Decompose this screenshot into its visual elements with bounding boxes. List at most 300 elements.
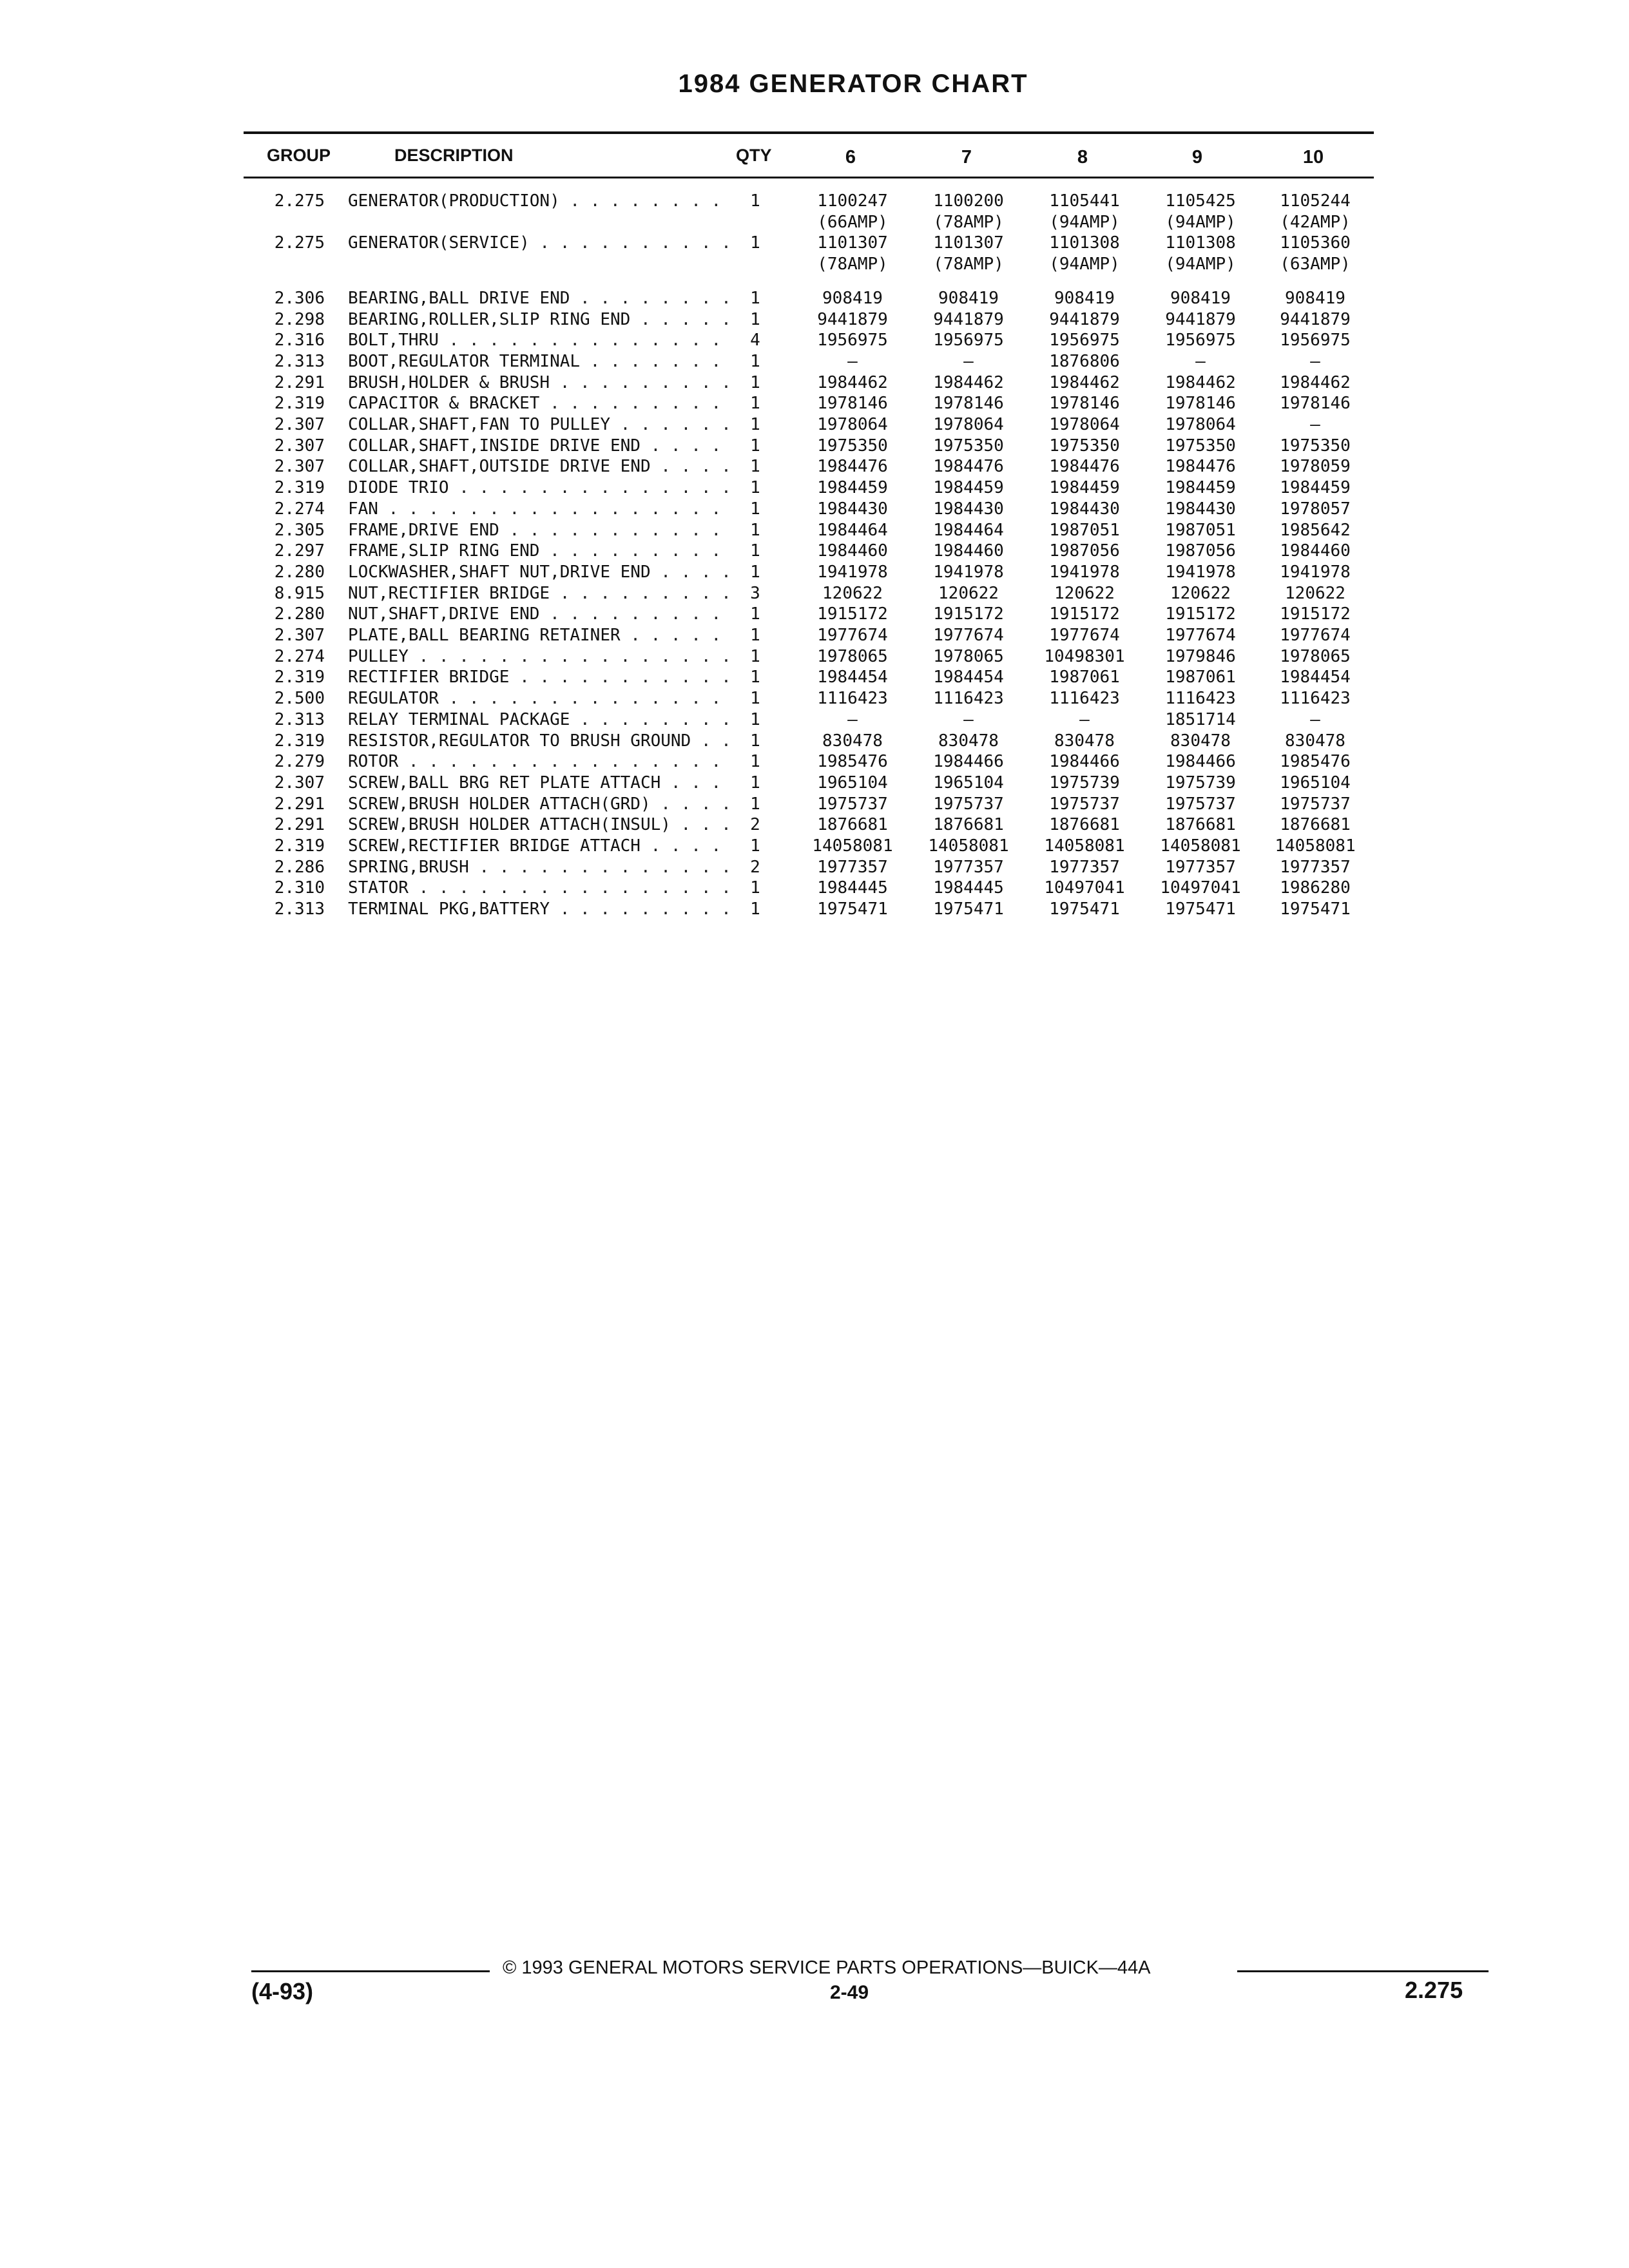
row-description-text: FRAME,DRIVE END [348, 520, 499, 540]
part-number-col-7: 1984466 [933, 752, 1004, 772]
row-group: 2.298 [274, 309, 325, 329]
row-group: 2.316 [274, 331, 325, 351]
row-description [348, 625, 735, 646]
dot-leader: . . . . . . . . . [539, 604, 722, 624]
table-row [0, 731, 1629, 752]
part-number-col-6: 1978064 [817, 415, 888, 434]
table-row [0, 372, 1629, 394]
row-description [348, 414, 735, 436]
part-number-col-10: 1978146 [1280, 394, 1351, 414]
part-number-col-10: 1977674 [1280, 626, 1351, 645]
part-number-col-7: 1956975 [933, 331, 1004, 351]
row-description-text: FRAME,SLIP RING END [348, 541, 540, 561]
part-number-col-10: 1975737 [1280, 794, 1351, 814]
row-description-text: SCREW,BRUSH HOLDER ATTACH(GRD) [348, 794, 651, 814]
part-number-col-8: 1984476 [1049, 457, 1120, 477]
table-row [0, 393, 1629, 414]
part-number-col-7: 1978064 [933, 415, 1004, 434]
table-row [0, 414, 1629, 436]
part-number-col-8: 14058081 [1044, 836, 1125, 856]
part-number-col-9: 1984430 [1165, 499, 1236, 519]
row-group: 2.280 [274, 562, 325, 582]
part-number-col-6: 1984462 [817, 372, 888, 392]
row-qty: 1 [750, 415, 760, 434]
table-row [0, 625, 1629, 646]
part-number-col-7: 1975471 [933, 899, 1004, 919]
part-number-col-10: 1984462 [1280, 372, 1351, 392]
dot-leader: . . . . [640, 436, 722, 456]
part-number-col-10: — [1310, 415, 1320, 434]
row-group: 2.291 [274, 794, 325, 814]
part-number-col-10: 1105360 [1280, 233, 1351, 253]
part-number-col-10: 1984460 [1280, 541, 1351, 561]
part-number-col-9: 1987061 [1165, 668, 1236, 687]
part-number-col-7: 1977357 [933, 857, 1004, 877]
row-description-text: REGULATOR [348, 689, 439, 709]
row-description-text: SCREW,BRUSH HOLDER ATTACH(INSUL) [348, 815, 671, 835]
dot-leader: . . . . . . . . . [539, 541, 722, 561]
part-number-col-9: 1984466 [1165, 752, 1236, 772]
table-row [0, 499, 1629, 520]
row-description-text: BEARING,BALL DRIVE END [348, 288, 570, 308]
part-number-col-8: 1915172 [1049, 604, 1120, 624]
header-col-10: 10 [1302, 147, 1324, 168]
footer-section-number: 2.275 [1405, 1977, 1463, 2003]
header-col-6: 6 [845, 147, 856, 168]
row-description-text: BOOT,REGULATOR TERMINAL [348, 351, 581, 371]
dot-leader: . . . . [650, 562, 731, 582]
part-number-col-7: 1975737 [933, 794, 1004, 814]
part-number-col-9: 1116423 [1165, 689, 1236, 709]
part-number-col-7: — [963, 351, 974, 371]
part-number-col-8: 1978146 [1049, 394, 1120, 414]
part-number-col-6: 9441879 [817, 309, 888, 329]
part-number-col-6: — [847, 709, 858, 729]
row-qty: 4 [750, 331, 760, 351]
row-group: 2.313 [274, 899, 325, 919]
part-number-col-10: 1985476 [1280, 752, 1351, 772]
row-description-text: ROTOR [348, 752, 399, 772]
part-number-col-7: 1977674 [933, 626, 1004, 645]
row-qty: 1 [750, 709, 760, 729]
row-qty: 1 [750, 626, 760, 645]
table-row [0, 814, 1629, 836]
row-group: 8.915 [274, 583, 325, 603]
dot-leader: . . . . [640, 836, 722, 856]
table-row [0, 520, 1629, 541]
dot-leader: . . . . . . . . . . . . . . [438, 689, 722, 709]
row-group: 2.274 [274, 499, 325, 519]
dot-leader: . . . . . . . . . [550, 583, 731, 603]
part-number-col-10: 1116423 [1280, 689, 1351, 709]
table-row [0, 836, 1629, 857]
part-number-col-7: 1876681 [933, 815, 1004, 835]
part-number-col-8: 10497041 [1044, 878, 1125, 898]
row-description [348, 436, 735, 457]
row-description [348, 456, 735, 477]
part-number-col-8: — [1079, 709, 1090, 729]
row-qty: 1 [750, 899, 760, 919]
part-number-col-7: 9441879 [933, 309, 1004, 329]
part-number-col-6: 1965104 [817, 773, 888, 793]
row-description [348, 688, 735, 709]
part-number-col-7: 1984476 [933, 457, 1004, 477]
part-number-col-7: 1984464 [933, 520, 1004, 540]
dot-leader: . . . . . [630, 309, 731, 329]
part-number-col-8: 1105441 [1049, 191, 1120, 211]
row-qty: 1 [750, 394, 760, 414]
part-number-col-10: 1105244 [1280, 191, 1351, 211]
row-qty: 1 [750, 604, 760, 624]
row-description-text: LOCKWASHER,SHAFT NUT,DRIVE END [348, 562, 651, 582]
row-group: 2.307 [274, 626, 325, 645]
part-number-col-6: 1984454 [817, 668, 888, 687]
part-number-col-10: 1941978 [1280, 562, 1351, 582]
page-title: 1984 GENERATOR CHART [678, 70, 1028, 98]
row-description [348, 330, 735, 351]
part-number-col-9: 1915172 [1165, 604, 1236, 624]
part-number-col-7: 1975350 [933, 436, 1004, 456]
row-qty: 1 [750, 191, 760, 211]
part-number-col-6: 1978065 [817, 646, 888, 666]
row-qty: 1 [750, 668, 760, 687]
table-row [0, 351, 1629, 372]
table-row [0, 456, 1629, 477]
header-col-8: 8 [1077, 147, 1088, 168]
part-number-col-8: 1987056 [1049, 541, 1120, 561]
row-description-text: NUT,RECTIFIER BRIDGE [348, 583, 550, 603]
dot-leader: . . [691, 731, 731, 751]
row-description-text: GENERATOR(PRODUCTION) [348, 191, 560, 211]
table-row [0, 773, 1629, 794]
part-number-col-8: 1978064 [1049, 415, 1120, 434]
part-number-col-7: 1984459 [933, 478, 1004, 498]
row-description-text: NUT,SHAFT,DRIVE END [348, 604, 540, 624]
part-number-col-6: 120622 [822, 583, 883, 603]
part-number-col-10: — [1310, 351, 1320, 371]
row-qty: 1 [750, 233, 760, 253]
table-row [0, 436, 1629, 457]
row-description [348, 562, 735, 583]
row-description-text: BEARING,ROLLER,SLIP RING END [348, 309, 631, 329]
row-description [348, 583, 735, 604]
row-qty: 1 [750, 836, 760, 856]
part-number-col-7: 120622 [938, 583, 999, 603]
part-number-col-10: 908419 [1285, 288, 1345, 308]
part-number-col-6: 14058081 [812, 836, 893, 856]
table-row [0, 667, 1629, 688]
part-number-col-10: 1975471 [1280, 899, 1351, 919]
part-number-col-9: 908419 [1170, 288, 1231, 308]
header-col-9: 9 [1191, 147, 1203, 168]
dot-leader: . . . . . . . . . . . . . . . . [408, 646, 731, 666]
row-description [348, 393, 735, 414]
part-number-col-9: 1977674 [1165, 626, 1236, 645]
row-description-text: DIODE TRIO [348, 478, 449, 498]
row-description [348, 709, 735, 731]
part-number-col-8: 1977674 [1049, 626, 1120, 645]
part-number-col-8: 10498301 [1044, 646, 1125, 666]
dot-leader: . . . . . . . . . . . . . . [438, 331, 722, 351]
row-group: 2.307 [274, 415, 325, 434]
part-number-col-9: 10497041 [1160, 878, 1241, 898]
part-number-col-7: (78AMP) [933, 212, 1004, 232]
part-number-col-8: 1116423 [1049, 689, 1120, 709]
part-number-col-9: 9441879 [1165, 309, 1236, 329]
part-number-col-6: 1984464 [817, 520, 888, 540]
dot-leader: . . . . . . . . . . . [499, 520, 722, 540]
row-qty: 3 [750, 583, 760, 603]
part-number-col-9: 1979846 [1165, 646, 1236, 666]
footer-copyright: © 1993 GENERAL MOTORS SERVICE PARTS OPERATIONS—BUICK—44A [503, 1957, 1151, 1978]
dot-leader: . . . . . . . . . [539, 394, 722, 414]
part-number-col-6: 1984445 [817, 878, 888, 898]
part-number-col-9: 1987056 [1165, 541, 1236, 561]
part-number-col-8: 9441879 [1049, 309, 1120, 329]
row-description-text: COLLAR,SHAFT,INSIDE DRIVE END [348, 436, 641, 456]
part-number-col-6: 908419 [822, 288, 883, 308]
row-group: 2.500 [274, 689, 325, 709]
part-number-col-7: 1984430 [933, 499, 1004, 519]
table-row [0, 330, 1629, 351]
row-group: 2.275 [274, 233, 325, 253]
dot-leader: . . . . . [620, 626, 722, 645]
part-number-col-6: 1975350 [817, 436, 888, 456]
row-group: 2.297 [274, 541, 325, 561]
row-description [348, 794, 735, 815]
dot-leader: . . . . . . . . . . . . . [468, 857, 731, 877]
part-number-col-6: 1977357 [817, 857, 888, 877]
part-number-col-8: 1876681 [1049, 815, 1120, 835]
row-description [348, 773, 735, 794]
part-number-col-6: 1116423 [817, 689, 888, 709]
row-qty: 2 [750, 815, 760, 835]
table-row [0, 309, 1629, 331]
dot-leader: . . . . . . . . . . . . . . [448, 478, 731, 498]
header-qty: QTY [736, 146, 772, 165]
row-group: 2.305 [274, 520, 325, 540]
part-number-col-6: (66AMP) [817, 212, 888, 232]
row-qty: 1 [750, 878, 760, 898]
part-number-col-9: 1984459 [1165, 478, 1236, 498]
row-description [348, 477, 735, 499]
part-number-col-6: 1985476 [817, 752, 888, 772]
part-number-col-9: 1978064 [1165, 415, 1236, 434]
part-number-col-7: 1100200 [933, 191, 1004, 211]
part-number-col-9: 1941978 [1165, 562, 1236, 582]
row-qty: 1 [750, 646, 760, 666]
part-number-col-8: (94AMP) [1049, 255, 1120, 274]
row-group: 2.280 [274, 604, 325, 624]
part-number-col-6: 1941978 [817, 562, 888, 582]
row-description [348, 520, 735, 541]
row-qty: 1 [750, 372, 760, 392]
row-qty: 1 [750, 689, 760, 709]
table-row [0, 583, 1629, 604]
row-group: 2.306 [274, 288, 325, 308]
row-description-text: BRUSH,HOLDER & BRUSH [348, 372, 550, 392]
header-group: GROUP [267, 146, 331, 165]
row-group: 2.291 [274, 815, 325, 835]
row-description-text: COLLAR,SHAFT,FAN TO PULLEY [348, 415, 610, 434]
part-number-col-8: 1975739 [1049, 773, 1120, 793]
row-description-text: GENERATOR(SERVICE) [348, 233, 530, 253]
part-number-col-7: 830478 [938, 731, 999, 751]
part-number-col-9: — [1195, 351, 1206, 371]
part-number-col-8: 1101308 [1049, 233, 1120, 253]
row-description [348, 351, 735, 372]
row-group: 2.291 [274, 372, 325, 392]
part-number-col-6: 1984476 [817, 457, 888, 477]
row-description-text: COLLAR,SHAFT,OUTSIDE DRIVE END [348, 457, 651, 477]
row-description-text: PULLEY [348, 646, 409, 666]
table-row [0, 751, 1629, 773]
part-number-col-10: 1978057 [1280, 499, 1351, 519]
row-qty: 1 [750, 541, 760, 561]
dot-leader: . . . . . . . . . [550, 372, 731, 392]
part-number-col-7: 1984454 [933, 668, 1004, 687]
part-number-col-10: 1978059 [1280, 457, 1351, 477]
row-qty: 1 [750, 773, 760, 793]
table-row [0, 878, 1629, 899]
row-group: 2.313 [274, 351, 325, 371]
row-description [348, 541, 735, 562]
row-group: 2.319 [274, 394, 325, 414]
part-number-col-9: 1978146 [1165, 394, 1236, 414]
part-number-col-9: (94AMP) [1165, 255, 1236, 274]
row-group: 2.319 [274, 836, 325, 856]
part-number-col-8: 1956975 [1049, 331, 1120, 351]
dot-leader: . . . . [650, 794, 731, 814]
header-description: DESCRIPTION [394, 146, 514, 165]
part-number-col-10: (42AMP) [1280, 212, 1351, 232]
part-number-col-6: — [847, 351, 858, 371]
row-group: 2.274 [274, 646, 325, 666]
row-qty: 1 [750, 351, 760, 371]
part-number-col-7: 1101307 [933, 233, 1004, 253]
row-qty: 1 [750, 499, 760, 519]
row-description [348, 836, 735, 857]
row-description [348, 667, 735, 688]
row-group: 2.319 [274, 668, 325, 687]
part-number-col-9: 1851714 [1165, 709, 1236, 729]
row-group: 2.313 [274, 709, 325, 729]
dot-leader: . . . . . . . . . [550, 899, 731, 919]
part-number-col-6: 1101307 [817, 233, 888, 253]
table-row [0, 212, 1629, 233]
part-number-col-8: 908419 [1054, 288, 1115, 308]
part-number-col-8: 1941978 [1049, 562, 1120, 582]
part-number-col-6: 1100247 [817, 191, 888, 211]
row-group: 2.279 [274, 752, 325, 772]
table-row [0, 254, 1629, 275]
part-number-col-6: 830478 [822, 731, 883, 751]
part-number-col-10: 1984459 [1280, 478, 1351, 498]
row-description [348, 288, 735, 309]
part-number-col-7: (78AMP) [933, 255, 1004, 274]
part-number-col-9: 1977357 [1165, 857, 1236, 877]
row-description-text: RECTIFIER BRIDGE [348, 668, 510, 687]
row-description [348, 857, 735, 878]
row-group: 2.307 [274, 773, 325, 793]
row-qty: 1 [750, 520, 760, 540]
row-qty: 1 [750, 457, 760, 477]
dot-leader: . . . . . . . . . . . . . . . . . [378, 499, 722, 519]
row-description-text: PLATE,BALL BEARING RETAINER [348, 626, 621, 645]
part-number-col-7: 1116423 [933, 689, 1004, 709]
row-description [348, 899, 735, 920]
part-number-col-9: 1101308 [1165, 233, 1236, 253]
row-qty: 1 [750, 309, 760, 329]
row-description [348, 372, 735, 394]
part-number-col-10: 1965104 [1280, 773, 1351, 793]
part-number-col-8: 1987061 [1049, 668, 1120, 687]
part-number-col-6: 1915172 [817, 604, 888, 624]
part-number-col-10: 1977357 [1280, 857, 1351, 877]
row-description [348, 604, 735, 625]
part-number-col-10: 9441879 [1280, 309, 1351, 329]
part-number-col-10: 120622 [1285, 583, 1345, 603]
part-number-col-8: 1987051 [1049, 520, 1120, 540]
table-row [0, 899, 1629, 920]
row-qty: 1 [750, 436, 760, 456]
row-qty: 1 [750, 562, 760, 582]
part-number-col-6: 1984459 [817, 478, 888, 498]
row-description-text: SCREW,RECTIFIER BRIDGE ATTACH [348, 836, 641, 856]
part-number-col-10: (63AMP) [1280, 255, 1351, 274]
part-number-col-6: 1984430 [817, 499, 888, 519]
part-number-col-8: 120622 [1054, 583, 1115, 603]
dot-leader: . . . . . . [610, 415, 731, 434]
part-number-col-7: 14058081 [928, 836, 1009, 856]
part-number-col-8: (94AMP) [1049, 212, 1120, 232]
row-description [348, 646, 735, 668]
row-description-text: BOLT,THRU [348, 331, 439, 351]
part-number-col-9: 830478 [1170, 731, 1231, 751]
part-number-col-7: 1978146 [933, 394, 1004, 414]
part-number-col-8: 1975350 [1049, 436, 1120, 456]
footer-page-number: 2-49 [830, 1982, 869, 2003]
table-row [0, 688, 1629, 709]
part-number-col-7: 1984460 [933, 541, 1004, 561]
row-group: 2.307 [274, 457, 325, 477]
dot-leader: . . . . [650, 457, 731, 477]
part-number-col-10: 14058081 [1275, 836, 1356, 856]
part-number-col-9: 1105425 [1165, 191, 1236, 211]
row-group: 2.310 [274, 878, 325, 898]
table-row [0, 857, 1629, 878]
row-qty: 1 [750, 794, 760, 814]
part-number-col-6: 1977674 [817, 626, 888, 645]
dot-leader: . . . . . . . . . . . . . . . . [398, 752, 722, 772]
part-number-col-8: 1984430 [1049, 499, 1120, 519]
row-description-text: FAN [348, 499, 378, 519]
part-number-col-10: 1956975 [1280, 331, 1351, 351]
part-number-col-7: — [963, 709, 974, 729]
part-number-col-8: 1975471 [1049, 899, 1120, 919]
part-number-col-9: 1975739 [1165, 773, 1236, 793]
dot-leader: . . . . . . . . . . . . . . . . [408, 878, 731, 898]
row-description [348, 731, 735, 752]
part-number-col-7: 1984445 [933, 878, 1004, 898]
part-number-col-9: 1876681 [1165, 815, 1236, 835]
row-description-text: RESISTOR,REGULATOR TO BRUSH GROUND [348, 731, 691, 751]
row-description [348, 191, 735, 212]
part-number-col-9: (94AMP) [1165, 212, 1236, 232]
part-number-col-8: 1975737 [1049, 794, 1120, 814]
part-number-col-9: 1984476 [1165, 457, 1236, 477]
row-description [348, 499, 735, 520]
